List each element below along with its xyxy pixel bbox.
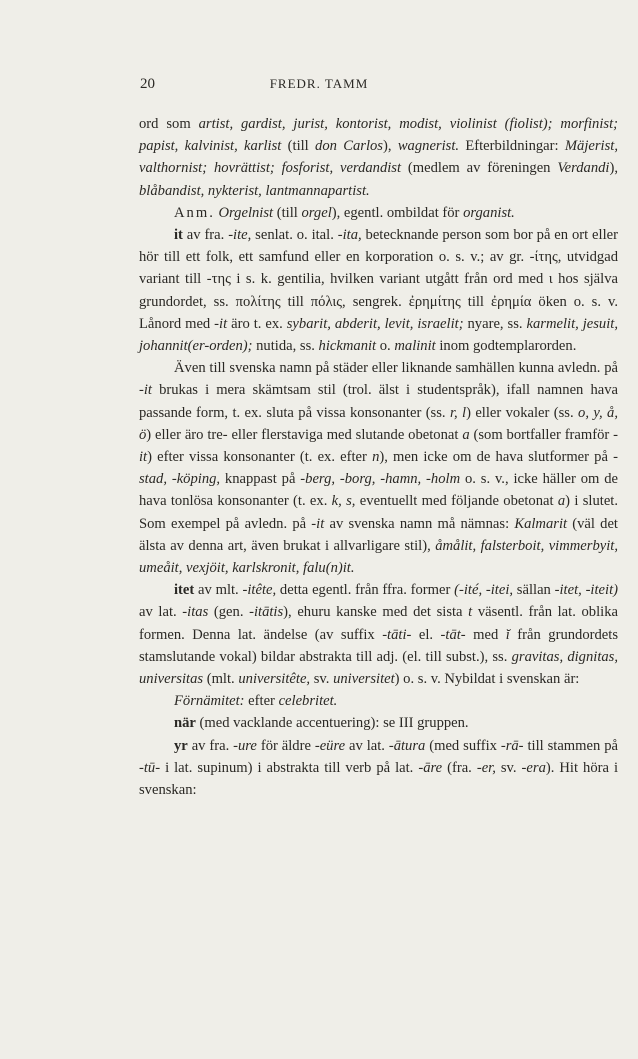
text-run: knappast på <box>220 471 301 488</box>
text-run: eventuellt med följande obetonat <box>355 493 558 510</box>
text-run: ), men icke om de hava slutformer på <box>379 449 614 466</box>
text-run: nyare, ss. <box>463 315 527 332</box>
text-run: (med suffix <box>425 737 501 754</box>
text-run: -it <box>214 315 228 332</box>
running-head: FREDR. TAMM <box>269 76 369 91</box>
text-run: ), <box>383 138 398 155</box>
text-run: sybarit, abderit, levit, israelit; <box>286 315 464 332</box>
paragraph <box>139 357 618 579</box>
text-run: sv. <box>495 759 522 776</box>
text-run: orgel <box>301 204 332 221</box>
text-run: ord som <box>139 116 199 132</box>
paragraph <box>139 579 618 690</box>
text-run: -era <box>521 759 546 776</box>
text-run: ), <box>609 160 618 177</box>
text-run: karmelit, jesuit, johannit(er-orden); <box>139 315 618 355</box>
text-run: (mlt. <box>203 671 239 688</box>
text-run: -tāt- <box>440 626 466 643</box>
text-run: (medlem av föreningen <box>401 160 558 177</box>
text-run: celebritet. <box>278 693 338 710</box>
text-run: (väl det älsta av denna art, även brukat i allvarligare stil), <box>139 515 618 554</box>
text-run: itet <box>174 582 195 599</box>
text-run: don Carlos <box>315 138 383 155</box>
text-run: senlat. o. ital. <box>251 227 338 244</box>
text-run: artist, gardist, jurist, kontorist, modist, violinist (fiolist); morfinist; papist, kalvinist, karlist <box>139 116 618 155</box>
text-run: universitet <box>333 671 395 688</box>
text-run: -itātis <box>249 604 284 621</box>
text-run: el. <box>411 626 441 643</box>
text-run: blåbandist, nykterist, lantmannapartist. <box>139 182 370 199</box>
text-run: -berg, -borg, -hamn, -holm <box>300 471 461 488</box>
text-run: malinit <box>394 338 436 355</box>
text-run: ĭ <box>505 626 510 643</box>
text-run: -it <box>139 426 619 466</box>
text-run: Kalmarit <box>514 515 568 532</box>
text-run: med <box>465 626 506 643</box>
text-run: organist. <box>463 204 515 221</box>
text-run: brukas i mera skämtsam stil (trol. älst i studentspråk), ifall namnen hava passande form, t. ex. sluta på vissa konsonanter (ss. <box>139 382 618 421</box>
text-run: sv. <box>310 671 334 688</box>
text-run: -ite, <box>228 227 252 244</box>
page-header <box>0 76 638 96</box>
text-run: t <box>468 604 473 621</box>
text-run: av mlt. <box>194 582 243 599</box>
text-run: ). Hit höra i svenskan: <box>139 759 618 799</box>
text-run: Anm. <box>174 204 215 221</box>
text-run: ) eller äro tre- eller flerstaviga med slutande obetonat <box>146 426 463 443</box>
text-run: Mäjerist, valthornist; hovrättist; fosforist, verdandist <box>139 138 618 177</box>
text-run: -tū- <box>139 759 161 776</box>
text-run: yr <box>174 737 188 754</box>
text-run: -it <box>139 382 152 399</box>
text-run: -eüre <box>314 737 346 754</box>
text-run: (med vacklande accentuering): se III gruppen. <box>195 715 469 732</box>
text-run: av lat. <box>345 737 389 754</box>
text-run: efter <box>244 693 279 710</box>
text-run: o. <box>376 338 395 355</box>
text-run: -tāti- <box>382 626 412 643</box>
text-run: it <box>174 227 183 244</box>
text-run: Även till svenska namn på städer eller liknande samhällen kunna avledn. på <box>174 360 618 377</box>
text-run: Efterbildningar: <box>459 138 565 155</box>
text-run: sällan <box>513 582 555 599</box>
page-body-text <box>139 113 618 801</box>
text-run: nutida, ss. <box>252 338 319 355</box>
text-run: gravitas, dignitas, universitas <box>139 648 619 688</box>
text-run: (som bortfaller framför <box>469 426 614 443</box>
text-run: inom godtemplarorden. <box>435 338 577 355</box>
text-run: (gen. <box>208 604 250 621</box>
text-run: o, y, å, ö <box>139 404 618 443</box>
text-run: o. s. v., icke häller om de hava tonlösa konsonanter (t. ex. <box>139 471 618 510</box>
paragraph <box>139 690 618 712</box>
paragraph <box>139 712 618 734</box>
text-run: n <box>372 449 380 466</box>
text-run: (fra. <box>442 759 477 776</box>
paragraph <box>139 202 618 224</box>
text-run: av lat. <box>139 604 183 621</box>
text-run: Förnämitet: <box>174 693 245 710</box>
text-run: till stammen på <box>523 737 618 754</box>
text-run: -rā- <box>500 737 524 754</box>
text-run: ) efter vissa konsonanter (t. ex. efter <box>147 449 373 466</box>
text-run: -itas <box>182 604 209 621</box>
text-run: -it <box>311 515 325 532</box>
text-run: ) o. s. v. Nybildat i svenskan är: <box>394 671 580 688</box>
text-run: r, l <box>449 404 467 421</box>
text-run: detta egentl. från ffra. former <box>276 582 455 599</box>
text-run: ) eller vokaler (ss. <box>466 404 579 421</box>
text-run: hickmanit <box>318 338 377 355</box>
text-run: när <box>174 715 196 732</box>
text-run: -ātura <box>388 737 426 754</box>
text-run: a <box>462 426 470 443</box>
text-run: Orgelnist <box>218 204 274 221</box>
text-run: (till <box>281 138 316 155</box>
text-run: -itête, <box>242 582 277 599</box>
text-run: väsentl. från lat. oblika formen. Denna lat. ändelse (av suffix <box>139 604 618 643</box>
text-run: i lat. supinum) i abstrakta till verb på lat. <box>160 759 419 776</box>
text-run: -ita, <box>337 227 362 244</box>
text-run: ), egentl. ombildat för <box>331 204 464 221</box>
text-run: äro t. ex. <box>227 315 287 332</box>
text-run: Verdandi <box>557 160 610 177</box>
text-run: (till <box>273 204 302 221</box>
text-run: betecknande person som bor på en ort eller hör till ett folk, ett samfund eller en korporation o. s. v.; av gr. -ίτης, utvidgad variant till -της i s. k. gentilia, hvilken variant utgått från ord med ι hos själva grundordet, ss. πολίτης till πόλις, sengrek. ἐρημίτης till ἐρημία öken o. s. v. Lånord med <box>139 227 618 332</box>
text-run: universitête, <box>238 671 311 688</box>
text-run: av fra. <box>182 227 229 244</box>
text-run: åmålit, falsterboit, vimmerbyit, umeåit, vexjöit, karlskronit, falu(n)it. <box>139 537 618 577</box>
text-run: ), ehuru kanske med det sista <box>283 604 469 621</box>
text-run: av svenska namn må nämnas: <box>324 515 515 532</box>
text-run: ) i slutet. Som exempel på avledn. på <box>139 493 618 532</box>
text-run: (-ité, -itei, <box>454 582 514 599</box>
paragraph <box>139 735 618 802</box>
text-run: k, s, <box>331 493 356 510</box>
text-run: från grundordets stamslutande vokal) bildar abstrakta till adj. (el. till subst.), ss. <box>139 626 618 665</box>
paragraph <box>139 113 618 202</box>
text-run: wagnerist. <box>397 138 460 155</box>
text-run: -itet, -iteit) <box>554 582 618 599</box>
page-number: 20 <box>140 76 155 92</box>
text-run: för äldre <box>256 737 315 754</box>
text-run: -ure <box>233 737 257 754</box>
text-run: a <box>557 493 566 510</box>
text-run: av fra. <box>187 737 234 754</box>
text-run: -stad, -köping, <box>139 449 618 488</box>
text-run: -er, <box>476 759 496 776</box>
text-run: -āre <box>418 759 443 776</box>
paragraph <box>139 224 618 357</box>
